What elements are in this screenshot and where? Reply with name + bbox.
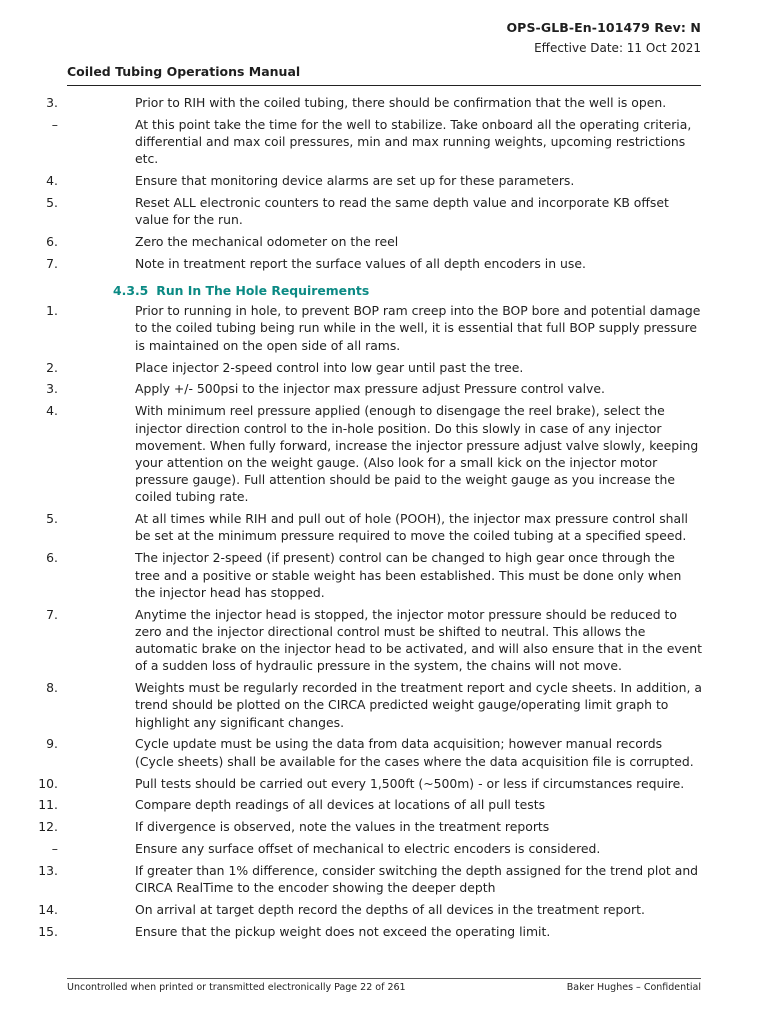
list-item: [0, 255, 702, 272]
list-marker: 10.: [38, 775, 58, 791]
list-item-text: Weights must be regularly recorded in the treatment report and cycle sheets. In addition, a trend should be plotted on the CIRCA predicted weight gauge/operating limit graph to highlight any significant changes.: [135, 680, 702, 730]
list-item: [0, 194, 702, 228]
list-marker: 8.: [46, 680, 58, 696]
list-marker: 3.: [46, 95, 58, 110]
list-marker: 13.: [38, 863, 58, 879]
list-marker: 2.: [46, 359, 58, 375]
list-item-text: With minimum reel pressure applied (enough to disengage the reel brake), select the injector direction control to the in-hole position. Do this slowly in case of any injector movement. When fully forward, increase the injector pressure adjust valve slowly, keeping your attention on the weight gauge. (Also look for a small kick on the injector motor pressure gauge). Full attention should be paid to the weight gauge as you increase the coiled tubing rate.: [135, 403, 699, 505]
header-divider: [67, 85, 701, 86]
list-item: [0, 840, 702, 857]
list-item: [0, 402, 702, 505]
list-item-text: Note in treatment report the surface values of all depth encoders in use.: [135, 256, 586, 272]
list-item-text: Ensure any surface offset of mechanical to electric encoders is considered.: [135, 841, 601, 857]
footer-control-note: Uncontrolled when printed or transmitted electronically Page 22 of 261: [67, 982, 406, 993]
list-marker: 4.: [46, 173, 58, 189]
list-item: [0, 116, 702, 168]
list-item: [0, 302, 702, 354]
list-item: [0, 796, 702, 813]
list-marker: 5.: [46, 511, 58, 527]
list-marker: 9.: [46, 736, 58, 752]
list-item: [0, 818, 702, 835]
list-item-text: Anytime the injector head is stopped, the injector motor pressure should be reduced to zero and the injector directional control must be shifted to neutral. This allows the automatic brake on the injector head to be activated, and will also ensure that in the event of a sudden loss of hydraulic pressure in the system, the chains will not move.: [135, 606, 702, 674]
list-item: [0, 775, 702, 792]
footer-divider: [67, 978, 701, 979]
list-item: [0, 606, 702, 675]
list-item-text: On arrival at target depth record the depths of all devices in the treatment report.: [135, 902, 645, 918]
document-id: OPS-GLB-En-101479 Rev: N: [506, 20, 701, 35]
list-item-text: Zero the mechanical odometer on the reel: [135, 234, 399, 250]
effective-date: Effective Date: 11 Oct 2021: [534, 41, 701, 55]
list-item-text: Ensure that monitoring device alarms are set up for these parameters.: [135, 173, 575, 189]
list-item-text: Pull tests should be carried out every 1,500ft (~500m) - or less if circumstances require.: [135, 775, 685, 791]
list-item: [0, 862, 702, 896]
list-item: [0, 380, 702, 397]
list-item: [0, 549, 702, 601]
footer-confidential: Baker Hughes – Confidential: [566, 982, 701, 993]
list-item: [0, 172, 702, 189]
procedure-list-2: [0, 302, 768, 940]
list-item-text: If divergence is observed, note the values in the treatment reports: [135, 819, 550, 835]
list-item: [0, 901, 702, 918]
list-item: [0, 359, 702, 376]
list-item-text: Apply +/- 500psi to the injector max pressure adjust Pressure control valve.: [135, 381, 605, 397]
section-heading: [0, 282, 768, 299]
list-marker: 5.: [46, 195, 58, 211]
list-item: [0, 233, 702, 250]
list-item-text: Place injector 2-speed control into low gear until past the tree.: [135, 359, 524, 375]
list-marker: –: [51, 116, 58, 132]
list-item-text: Prior to running in hole, to prevent BOP ram creep into the BOP bore and potential damage to the coiled tubing being run while in the well, it is essential that full BOP supply pressure is maintained on the open side of all rams.: [135, 303, 701, 353]
manual-title: Coiled Tubing Operations Manual: [67, 64, 301, 79]
list-item: [0, 510, 702, 544]
list-marker: 6.: [46, 550, 58, 566]
list-item: [0, 94, 702, 111]
list-item: [0, 923, 702, 940]
list-marker: –: [51, 841, 58, 857]
section-title: Run In The Hole Requirements: [156, 283, 370, 299]
list-item-text: At all times while RIH and pull out of hole (POOH), the injector max pressure control shall be set at the minimum pressure required to move the coiled tubing at a specified speed.: [135, 511, 688, 544]
list-item-text: At this point take the time for the well to stabilize. Take onboard all the operating criteria, differential and max coil pressures, min and max running weights, upcoming restrictions etc.: [135, 116, 692, 167]
list-item-text: If greater than 1% difference, consider switching the depth assigned for the trend plot and CIRCA RealTime to the encoder showing the deeper depth: [135, 863, 699, 896]
list-marker: 15.: [38, 924, 58, 940]
procedure-list-1: [0, 94, 768, 272]
list-marker: 7.: [46, 606, 58, 622]
list-item-text: The injector 2-speed (if present) control can be changed to high gear once through the tree and a positive or stable weight has been established. This must be done only when the injector head has stopped.: [135, 550, 682, 600]
page-content: [0, 94, 768, 945]
list-item-text: Compare depth readings of all devices at locations of all pull tests: [135, 797, 546, 813]
list-marker: 7.: [46, 256, 58, 272]
list-marker: 3.: [46, 381, 58, 397]
list-item-text: Reset ALL electronic counters to read the same depth value and incorporate KB offset value for the run.: [135, 195, 669, 228]
section-number: 4.3.5: [113, 283, 149, 299]
list-marker: 11.: [38, 797, 58, 813]
list-marker: 4.: [46, 403, 58, 419]
list-item: [0, 735, 702, 769]
list-marker: 12.: [38, 819, 58, 835]
list-item: [0, 679, 702, 731]
list-item-text: Prior to RIH with the coiled tubing, there should be confirmation that the well is open.: [135, 95, 667, 110]
list-marker: 14.: [38, 902, 58, 918]
list-marker: 1.: [46, 303, 58, 319]
list-item-text: Ensure that the pickup weight does not exceed the operating limit.: [135, 924, 551, 940]
list-marker: 6.: [46, 234, 58, 250]
list-item-text: Cycle update must be using the data from data acquisition; however manual records (Cycle sheets) shall be available for the cases where the data acquisition file is corrupted.: [135, 736, 694, 769]
